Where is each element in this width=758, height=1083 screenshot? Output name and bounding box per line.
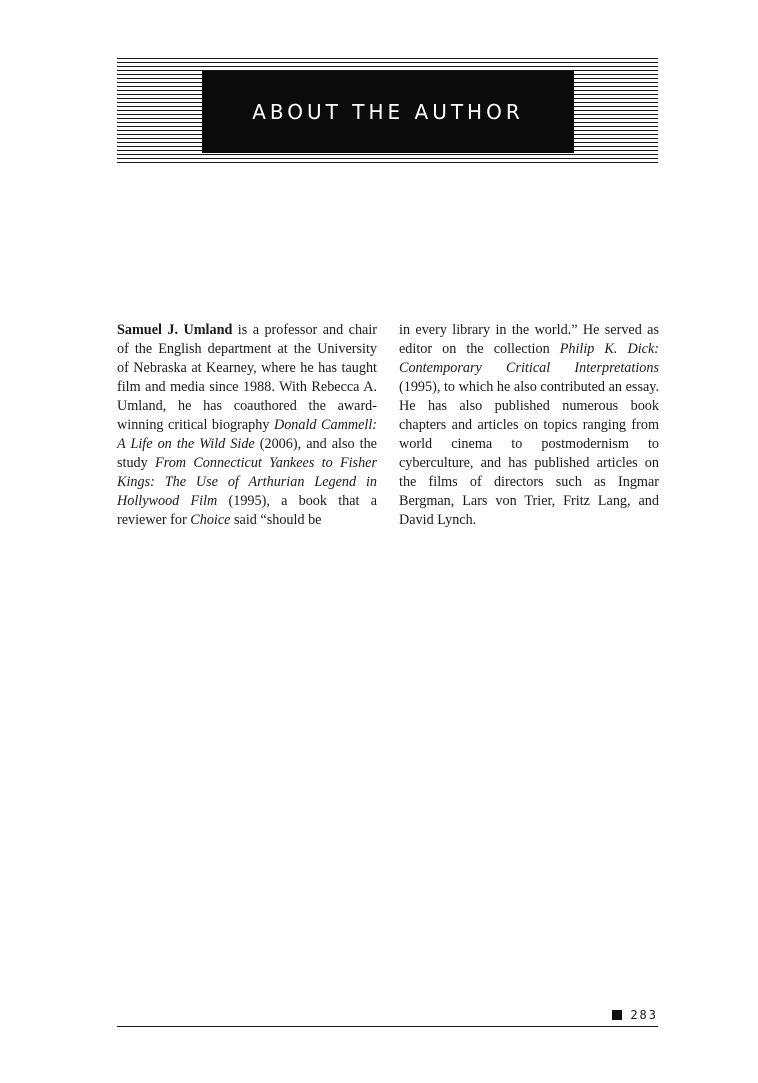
author-name: Samuel J. Umland: [117, 322, 233, 338]
square-icon: [612, 1010, 622, 1020]
book-title: From Connecticut Yankees to Fisher Kings: The Use of Arthurian Legend in Hollywood Film: [117, 455, 377, 509]
bio-column-left: [117, 321, 377, 530]
book-title: Philip K. Dick: Contemporary Critical Interpretations: [399, 341, 659, 376]
bio-paragraph-right: in every library in the world.” He served as editor on the collection Philip K. Dick: Contemporary Critical Interpretations (1995), to which he also contributed an essay. He has also published numerous book chapters and articles on topics ranging from world cinema to postmodernism to cyberculture, and has published articles on the films of directors such as Ingmar Bergman, Lars von Trier, Fritz Lang, and David Lynch.: [399, 322, 659, 528]
journal-title: Choice: [190, 512, 231, 528]
bio-column-right: [399, 321, 659, 530]
book-title: Donald Cammell: A Life on the Wild Side: [117, 417, 377, 452]
footer-rule: [117, 1026, 658, 1027]
page-title: ABOUT THE AUTHOR: [252, 100, 524, 124]
page-footer: [612, 1008, 658, 1022]
header-box: [202, 71, 574, 153]
page-number: 283: [630, 1008, 658, 1022]
bio-paragraph-left: Samuel J. Umland is a professor and chair of the English department at the University of Nebraska at Kearney, where he has taught film and media since 1988. With Rebecca A. Umland, he has coauthored the award-winning critical biography Donald Cammell: A Life on the Wild Side (2006), and also the study From Connecticut Yankees to Fisher Kings: The Use of Arthurian Legend in Hollywood Film (1995), a book that a reviewer for Choice said “should be: [117, 322, 377, 528]
